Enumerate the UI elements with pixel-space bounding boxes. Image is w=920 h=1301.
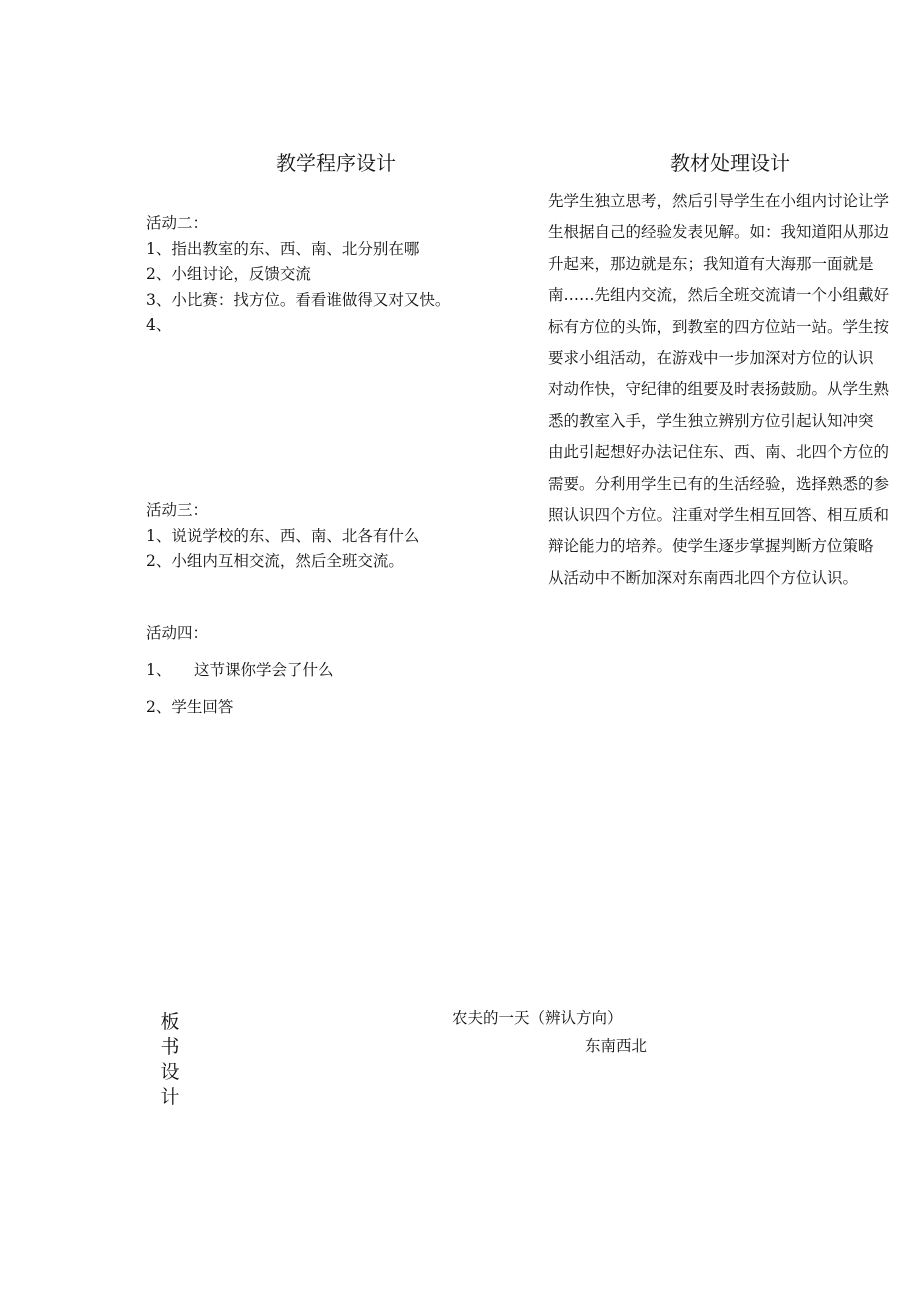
body-line: 生根据自己的经验发表见解。如：我知道阳从那边	[548, 223, 890, 242]
body-line: 从活动中不断加深对东南西北四个方位认识。	[548, 568, 859, 587]
board-design-subtitle: 东南西北	[585, 1037, 648, 1055]
activity-four-title: 活动四：	[146, 624, 209, 642]
teaching-procedure-heading: 教学程序设计	[276, 151, 396, 175]
body-line: 对动作快，守纪律的组要及时表扬鼓励。从学生熟	[548, 380, 890, 399]
body-line: 标有方位的头饰，到教室的四方位站一站。学生按	[548, 317, 890, 336]
body-line: 要求小组活动，在游戏中一步加深对方位的认识	[548, 348, 874, 367]
board-label-char: 板	[160, 1011, 180, 1033]
body-line: 由此引起想好办法记住东、西、南、北四个方位的	[548, 443, 890, 462]
material-processing-body	[548, 186, 920, 594]
activity-four-item-number: 1、	[146, 661, 172, 679]
activity-four-item: 2、学生回答	[146, 698, 234, 716]
activity-two-item: 1、指出教室的东、西、南、北分别在哪	[146, 239, 420, 258]
activity-two-item: 2、小组讨论，反馈交流	[146, 265, 311, 283]
body-line: 悉的教室入手，学生独立辨别方位引起认知冲突	[548, 411, 874, 430]
board-label-char: 书	[160, 1036, 180, 1058]
board-label-char: 计	[160, 1086, 180, 1108]
body-line: 照认识四个方位。注重对学生相互回答、相互质和	[548, 505, 890, 524]
body-line: 南……先组内交流，然后全班交流请一个小组戴好	[548, 286, 890, 305]
board-design-label	[158, 1010, 182, 1108]
activity-two-item: 4、	[146, 316, 172, 334]
body-line: 辩论能力的培养。使学生逐步掌握判断方位策略	[548, 537, 874, 556]
body-line: 先学生独立思考，然后引导学生在小组内讨论让学	[548, 192, 890, 210]
board-label-char: 设	[160, 1061, 180, 1083]
activity-two-section	[146, 211, 526, 339]
activity-three-title: 活动三：	[146, 501, 209, 519]
activity-two-item: 3、小比赛：找方位。看看谁做得又对又快。	[146, 290, 451, 309]
activity-two-title: 活动二：	[146, 214, 209, 232]
activity-three-item: 1、说说学校的东、西、南、北各有什么	[146, 526, 420, 545]
board-design-title: 农夫的一天（辨认方向）	[452, 1009, 623, 1027]
body-line: 升起来，那边就是东；我知道有大海那一面就是	[548, 254, 874, 273]
material-processing-heading: 教材处理设计	[670, 151, 790, 175]
activity-three-section	[146, 498, 526, 575]
activity-four-item	[146, 657, 526, 683]
activity-four-item-text: 这节课你学会了什么	[194, 661, 334, 679]
body-line: 需要。分利用学生已有的生活经验，选择熟悉的参	[548, 474, 890, 493]
activity-four-section	[146, 620, 526, 720]
activity-three-item: 2、小组内互相交流，然后全班交流。	[146, 552, 404, 570]
